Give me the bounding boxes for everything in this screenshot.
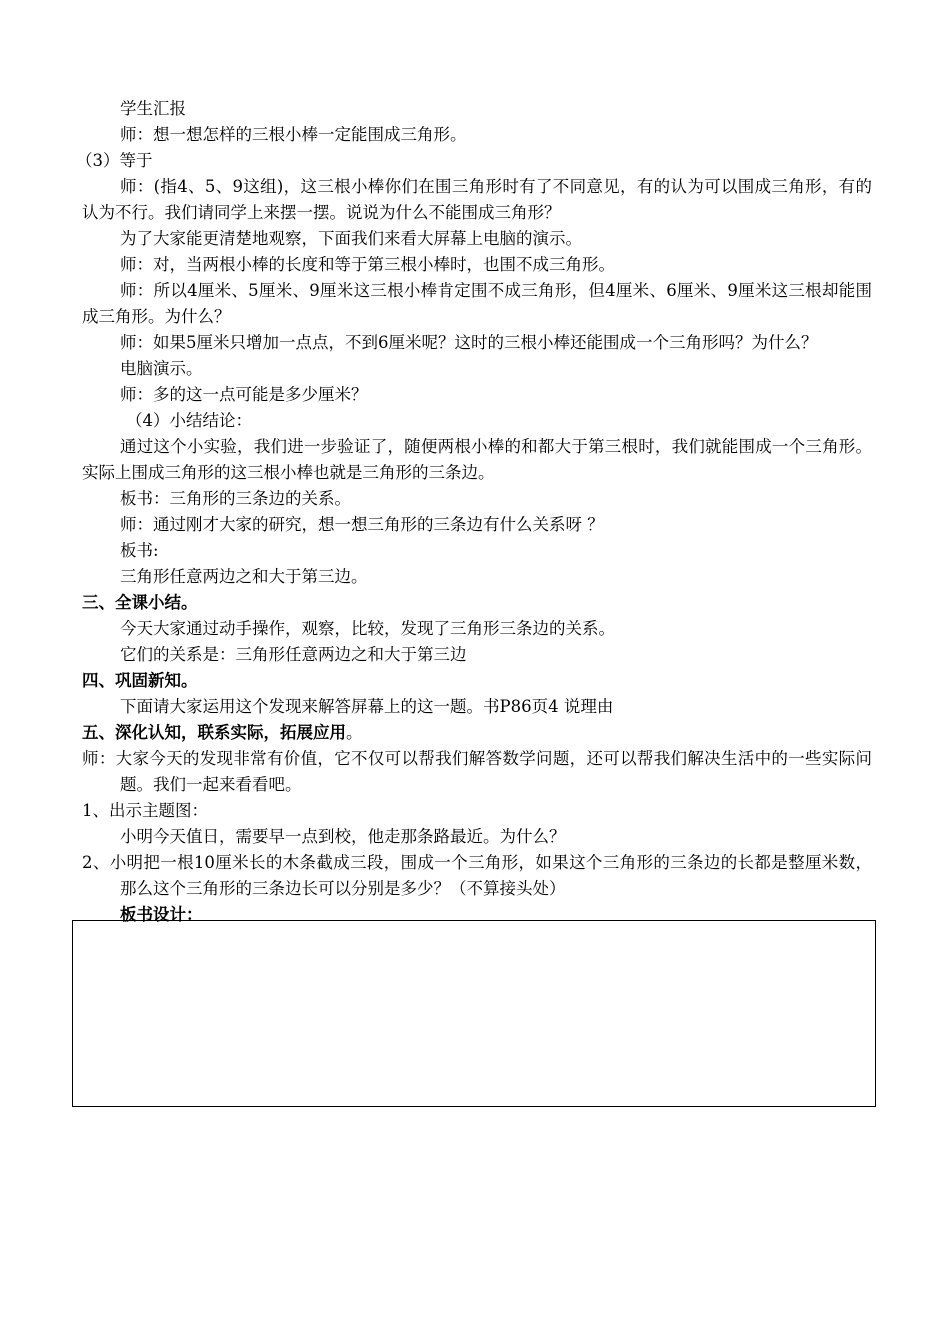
paragraph: 电脑演示。: [120, 359, 203, 378]
paragraph: 师：大家今天的发现非常有价值，它不仅可以帮我们解答数学问题，还可以帮我们解决生活中的一些实际问题。我们一起来看看吧。: [82, 749, 872, 794]
paragraph: 通过这个小实验，我们进一步验证了，随便两根小棒的和都大于第三根时，我们就能围成一个三角形。实际上围成三角形的这三根小棒也就是三角形的三条边。: [82, 437, 872, 482]
paragraph: 师：对，当两根小棒的长度和等于第三根小棒时，也围不成三角形。: [120, 255, 615, 274]
section-heading: 三、全课小结。: [82, 593, 198, 612]
section-heading: 四、巩固新知。: [82, 671, 198, 690]
paragraph: 板书:: [120, 541, 159, 560]
list-item: 1、出示主题图：: [82, 801, 208, 820]
paragraph: 师：想一想怎样的三根小棒一定能围成三角形。: [120, 125, 467, 144]
paragraph: 师：(指4、5、9这组)，这三根小棒你们在围三角形时有了不同意见，有的认为可以围成三角形，有的认为不行。我们请同学上来摆一摆。说说为什么不能围成三角形？: [82, 177, 872, 222]
paragraph: 师：多的这一点可能是多少厘米？: [120, 385, 368, 404]
paragraph: 学生汇报: [120, 99, 186, 118]
board-design-box: [72, 920, 876, 1107]
section-heading: [82, 720, 872, 746]
paragraph: 板书：三角形的三条边的关系。: [120, 489, 351, 508]
section-heading-text: 五、深化认知，联系实际，拓展应用: [82, 723, 346, 742]
paragraph: （3）等于: [76, 151, 153, 170]
paragraph: 小明今天值日，需要早一点到校，他走那条路最近。为什么？: [120, 827, 566, 846]
paragraph: 今天大家通过动手操作，观察，比较，发现了三角形三条边的关系。: [120, 619, 615, 638]
paragraph: 它们的关系是：三角形任意两边之和大于第三边: [120, 645, 467, 664]
paragraph: 师：通过刚才大家的研究，想一想三角形的三条边有什么关系呀 ？: [120, 515, 604, 534]
paragraph: 师：如果5厘米只增加一点点，不到6厘米呢？这时的三根小棒还能围成一个三角形吗？为什么？: [120, 333, 818, 352]
board-design-heading: 板书设计：: [120, 905, 203, 924]
section-heading-period: 。: [346, 723, 363, 742]
paragraph: 师：所以4厘米、5厘米、9厘米这三根小棒肯定围不成三角形，但4厘米、6厘米、9厘米这三根却能围成三角形。为什么？: [82, 281, 872, 326]
document-body: [76, 96, 872, 928]
paragraph: 下面请大家运用这个发现来解答屏幕上的这一题。书P86页4 说理由: [120, 697, 614, 716]
paragraph: 为了大家能更清楚地观察，下面我们来看大屏幕上电脑的演示。: [120, 229, 582, 248]
list-item: 2、小明把一根10厘米长的木条截成三段，围成一个三角形，如果这个三角形的三条边的长都是整厘米数，那么这个三角形的三条边长可以分别是多少？（不算接头处）: [82, 853, 872, 898]
paragraph: （4）小结结论：: [126, 411, 252, 430]
paragraph: 三角形任意两边之和大于第三边。: [120, 567, 368, 586]
